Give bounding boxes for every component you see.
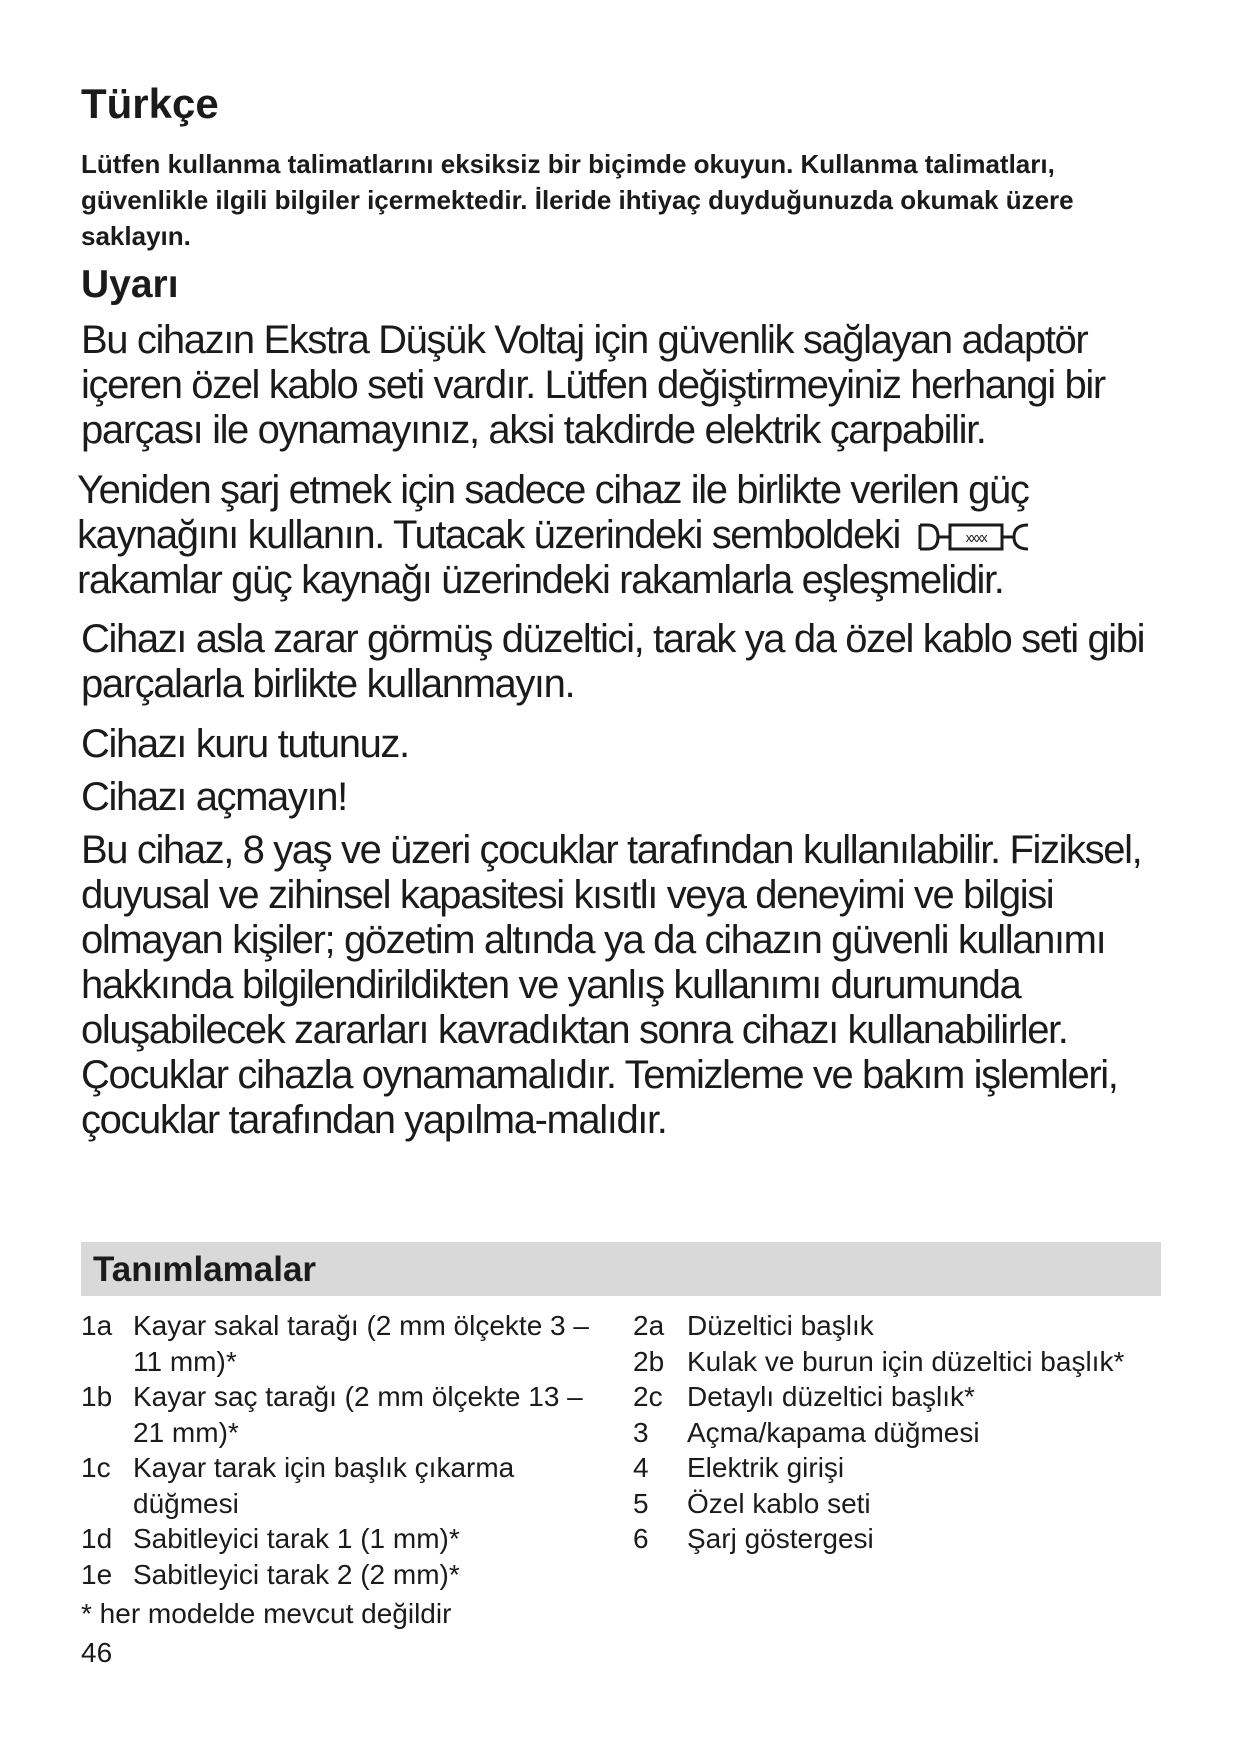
power-supply-symbol-icon [916, 519, 1036, 555]
item-text: Kulak ve burun için düzeltici başlık* [687, 1345, 1125, 1377]
list-item [633, 1415, 1153, 1451]
power-supply-symbol-label: xxxx [965, 530, 986, 546]
list-item [633, 1344, 1153, 1380]
item-number: 6 [633, 1523, 649, 1554]
list-item [81, 1557, 601, 1593]
item-number: 5 [633, 1487, 649, 1519]
descriptions-title: Tanımlamalar [93, 1250, 317, 1289]
item-text: Kayar tarak için başlık çıkarma düğmesi [133, 1452, 515, 1519]
list-item [81, 1308, 601, 1379]
warning-paragraph-4: Cihazı kuru tutunuz. [81, 722, 409, 766]
item-text: Şarj göstergesi [687, 1523, 874, 1554]
item-text: Sabitleyici tarak 2 (2 mm)* [133, 1558, 460, 1590]
item-number: 1d [81, 1523, 113, 1554]
item-text: Elektrik girişi [687, 1452, 845, 1483]
page-title: Türkçe [81, 80, 219, 127]
footnote: * her modelde mevcut değildir [81, 1598, 452, 1629]
list-item [81, 1450, 601, 1521]
list-item [633, 1521, 1153, 1557]
warning-paragraph-2-end: rakamlar güç kaynağı üzerindeki rakamlarla eşleşmelidir. [77, 558, 1004, 602]
descriptions-list-right [633, 1308, 1153, 1557]
warning-paragraph-2 [77, 468, 1167, 603]
warning-paragraph-2-start: Yeniden şarj etmek için sadece cihaz ile birlikte verilen güç kaynağını kullanın. Tutacak üzerindeki semboldeki [77, 468, 1029, 557]
list-item [81, 1379, 601, 1450]
item-text: Kayar sakal tarağı (2 mm ölçekte 3 – 11 mm)* [133, 1310, 589, 1377]
item-number: 2a [633, 1310, 665, 1341]
descriptions-list-left [81, 1308, 601, 1592]
item-number: 4 [633, 1452, 649, 1483]
manual-page [77, 0, 1171, 1754]
item-text: Düzeltici başlık [687, 1310, 874, 1341]
item-number: 1b [81, 1381, 113, 1412]
page-number: 46 [81, 1637, 113, 1668]
warning-paragraph-5: Cihazı açmayın! [81, 775, 347, 819]
item-number: 2b [633, 1345, 665, 1377]
warning-title: Uyarı [81, 263, 179, 306]
item-text: Sabitleyici tarak 1 (1 mm)* [133, 1523, 460, 1554]
list-item [81, 1521, 601, 1557]
item-text: Açma/kapama düğmesi [687, 1416, 980, 1448]
item-number: 1e [81, 1558, 113, 1590]
intro-text: Lütfen kullanma talimatlarını eksiksiz bir biçimde okuyun. Kullanma talimatları, güvenlikle ilgili bilgiler içermektedir. İleride ihtiyaç duyduğunuzda okumak üzere saklayın. [81, 149, 1074, 251]
descriptions-header [81, 1242, 1161, 1296]
item-text: Detaylı düzeltici başlık* [687, 1381, 975, 1412]
warning-paragraph-3: Cihazı asla zarar görmüş düzeltici, tarak ya da özel kablo seti gibi parçalarla birlikte kullanmayın. [81, 617, 1145, 706]
list-item [633, 1450, 1153, 1486]
item-number: 2c [633, 1381, 663, 1412]
item-text: Kayar saç tarağı (2 mm ölçekte 13 – 21 mm)* [133, 1381, 583, 1448]
list-item [633, 1379, 1153, 1415]
item-number: 3 [633, 1416, 649, 1448]
list-item [633, 1486, 1153, 1522]
item-number: 1a [81, 1310, 113, 1341]
item-text: Özel kablo seti [687, 1487, 871, 1519]
warning-paragraph-6: Bu cihaz, 8 yaş ve üzeri çocuklar tarafından kullanılabilir. Fiziksel, duyusal ve zihinsel kapasitesi kısıtlı veya deneyimi ve bilgisi olmayan kişiler; gözetim altında ya da cihazın güvenli kullanımı hakkında bilgilendirildikten ve yanlış kullanımı durumunda oluşabilecek zararları kavradıktan sonra cihazı kullanabilirler. Çocuklar cihazla oynamamalıdır. Temizleme ve bakım işlemleri, çocuklar tarafından yapılma-malıdır. [81, 828, 1142, 1142]
warning-paragraph-1: Bu cihazın Ekstra Düşük Voltaj için güvenlik sağlayan adaptör içeren özel kablo seti vardır. Lütfen değiştirmeyiniz herhangi bir parçası ile oynamayınız, aksi takdirde elektrik çarpabilir. [81, 318, 1105, 452]
item-number: 1c [81, 1452, 111, 1483]
list-item [633, 1308, 1153, 1344]
